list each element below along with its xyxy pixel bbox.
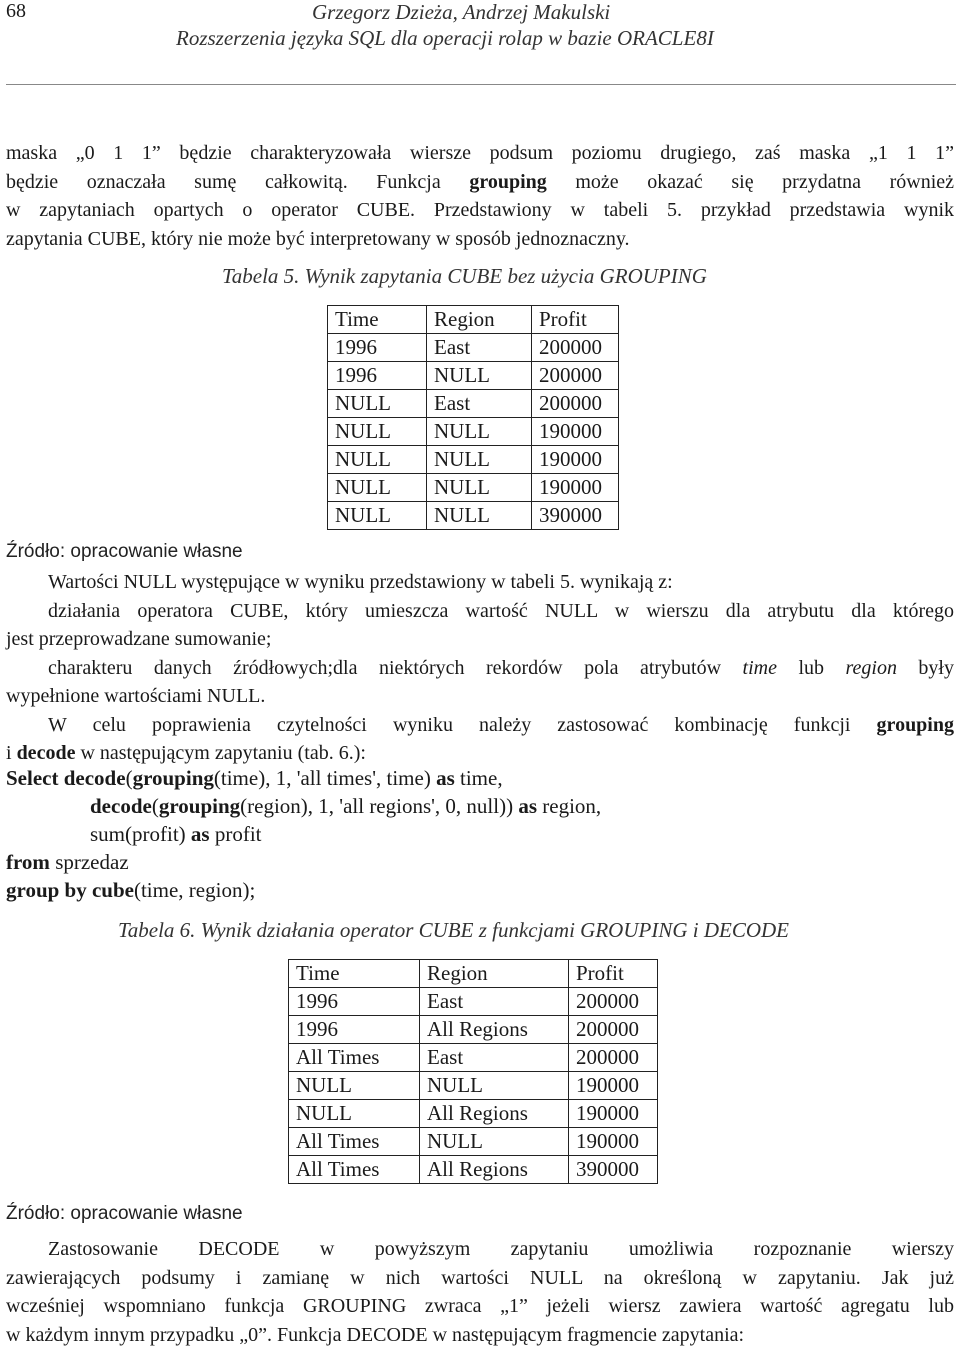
table5	[327, 305, 619, 530]
table-cell: 1996	[289, 988, 420, 1016]
table-cell: East	[427, 390, 532, 418]
table-row	[328, 474, 619, 502]
table-cell: 190000	[569, 1100, 658, 1128]
closing-line-2: zawierających podsumy i zamianę w nich wartości NULL na określoną w zapytaniu. Jak już	[6, 1266, 954, 1289]
table-row	[328, 362, 619, 390]
running-header-authors: Grzegorz Dzieża, Andrzej Makulski	[312, 0, 611, 24]
table-cell: 1996	[289, 1016, 420, 1044]
table-row	[289, 1100, 658, 1128]
table-cell: NULL	[328, 390, 427, 418]
sql-line-5: group by cube(time, region);	[6, 878, 256, 902]
table6-caption: Tabela 6. Wynik działania operator CUBE z funkcjami GROUPING i DECODE	[118, 918, 789, 942]
table-cell: NULL	[328, 502, 427, 530]
table-cell: NULL	[328, 418, 427, 446]
table-cell: 190000	[532, 418, 619, 446]
table-cell: NULL	[427, 502, 532, 530]
table-cell: 1996	[328, 362, 427, 390]
table-header-cell: Profit	[532, 306, 619, 334]
table-row	[328, 418, 619, 446]
table-cell: East	[427, 334, 532, 362]
cube-reason-line-1: działania operatora CUBE, który umieszcza wartość NULL w wierszu dla atrybutu dla którego	[48, 599, 954, 622]
table-header-cell: Profit	[569, 960, 658, 988]
table-cell: All Regions	[420, 1156, 569, 1184]
table-cell: NULL	[420, 1072, 569, 1100]
data-reason-line-2: wypełnione wartościami NULL.	[6, 685, 266, 707]
table-cell: East	[420, 1044, 569, 1072]
table5-source: Źródło: opracowanie własne	[6, 541, 243, 562]
intro-line-3: w zapytaniach opartych o operator CUBE. Przedstawiony w tabeli 5. przykład przedstawia wynik	[6, 199, 954, 221]
table-cell: 190000	[569, 1072, 658, 1100]
table-cell: 200000	[532, 390, 619, 418]
sql-line-3: sum(profit) as profit	[90, 822, 262, 846]
table-row	[328, 446, 619, 474]
closing-line-1: Zastosowanie DECODE w powyższym zapytaniu umożliwia rozpoznanie wierszy	[48, 1238, 954, 1260]
improvement-line-2: i decode w następującym zapytaniu (tab. 6.):	[6, 742, 366, 764]
table-cell: NULL	[289, 1100, 420, 1128]
table-cell: NULL	[427, 362, 532, 390]
table-cell: NULL	[427, 446, 532, 474]
table-cell: 190000	[532, 446, 619, 474]
table-cell: 200000	[569, 988, 658, 1016]
sql-line-1: Select decode(grouping(time), 1, 'all times', time) as time,	[6, 766, 503, 790]
table-cell: 200000	[532, 334, 619, 362]
table-cell: NULL	[427, 474, 532, 502]
grouping-keyword: grouping	[469, 170, 547, 193]
table-cell: All Times	[289, 1044, 420, 1072]
table-row	[289, 1044, 658, 1072]
table-row	[289, 988, 658, 1016]
table-cell: 200000	[532, 362, 619, 390]
table-cell: NULL	[427, 418, 532, 446]
page-number: 68	[6, 0, 26, 22]
closing-line-4: w każdym innym przypadku „0”. Funkcja DECODE w następującym fragmencie zapytania:	[6, 1323, 745, 1346]
table-cell: NULL	[328, 446, 427, 474]
table-cell: NULL	[420, 1128, 569, 1156]
table-cell: All Times	[289, 1128, 420, 1156]
table-cell: All Times	[289, 1156, 420, 1184]
table-row	[289, 1016, 658, 1044]
improvement-line-1: W celu poprawienia czytelności wyniku należy zastosować kombinację funkcji grouping	[48, 713, 954, 736]
table-row	[328, 502, 619, 530]
null-explanation-block	[6, 568, 954, 768]
cube-reason-line-2: jest przeprowadzane sumowanie;	[6, 628, 272, 650]
table-cell: 390000	[569, 1156, 658, 1184]
null-explanation-line: Wartości NULL występujące w wyniku przedstawiony w tabeli 5. wynikają z:	[48, 571, 673, 593]
table-row	[289, 1156, 658, 1184]
sql-line-4: from sprzedaz	[6, 850, 129, 874]
data-reason-line-1: charakteru danych źródłowych;dla niektórych rekordów pola atrybutów time lub region były	[48, 656, 954, 679]
table-row	[289, 1128, 658, 1156]
running-header-title: Rozszerzenia języka SQL dla operacji rolap w bazie ORACLE8I	[176, 26, 714, 50]
table-row	[289, 1072, 658, 1100]
closing-line-3: wcześniej wspomniano funkcja GROUPING zwraca „1” jeżeli wiersz zawiera wartość agregatu lub	[6, 1295, 954, 1317]
table-cell: 200000	[569, 1016, 658, 1044]
table-cell: 190000	[569, 1128, 658, 1156]
table-header-cell: Region	[420, 960, 569, 988]
intro-line-4: zapytania CUBE, który nie może być interpretowany w sposób jednoznaczny.	[6, 227, 630, 250]
table-cell: 200000	[569, 1044, 658, 1072]
table-header-row	[289, 960, 658, 988]
table-cell: 1996	[328, 334, 427, 362]
table-header-row	[328, 306, 619, 334]
table-row	[328, 390, 619, 418]
header-rule	[6, 84, 956, 85]
table-cell: 390000	[532, 502, 619, 530]
table-header-cell: Time	[328, 306, 427, 334]
table-row	[328, 334, 619, 362]
sql-line-2: decode(grouping(region), 1, 'all regions', 0, null)) as region,	[90, 794, 602, 818]
table6-source: Źródło: opracowanie własne	[6, 1203, 243, 1224]
table6	[288, 959, 658, 1184]
table-cell: NULL	[328, 474, 427, 502]
table-header-cell: Time	[289, 960, 420, 988]
intro-paragraph	[6, 139, 954, 253]
closing-paragraph	[6, 1235, 954, 1349]
table-cell: 190000	[532, 474, 619, 502]
table5-caption: Tabela 5. Wynik zapytania CUBE bez użycia GROUPING	[222, 264, 707, 288]
table-cell: All Regions	[420, 1100, 569, 1128]
intro-line-2: będzie oznaczała sumę całkowitą. Funkcja grouping może okazać się przydatna również	[6, 170, 955, 193]
table-header-cell: Region	[427, 306, 532, 334]
table-cell: East	[420, 988, 569, 1016]
table-cell: All Regions	[420, 1016, 569, 1044]
table-cell: NULL	[289, 1072, 420, 1100]
intro-line-1: maska „0 1 1” będzie charakteryzowała wiersze podsum poziomu drugiego, zaś maska „1 1 1”	[6, 142, 954, 164]
